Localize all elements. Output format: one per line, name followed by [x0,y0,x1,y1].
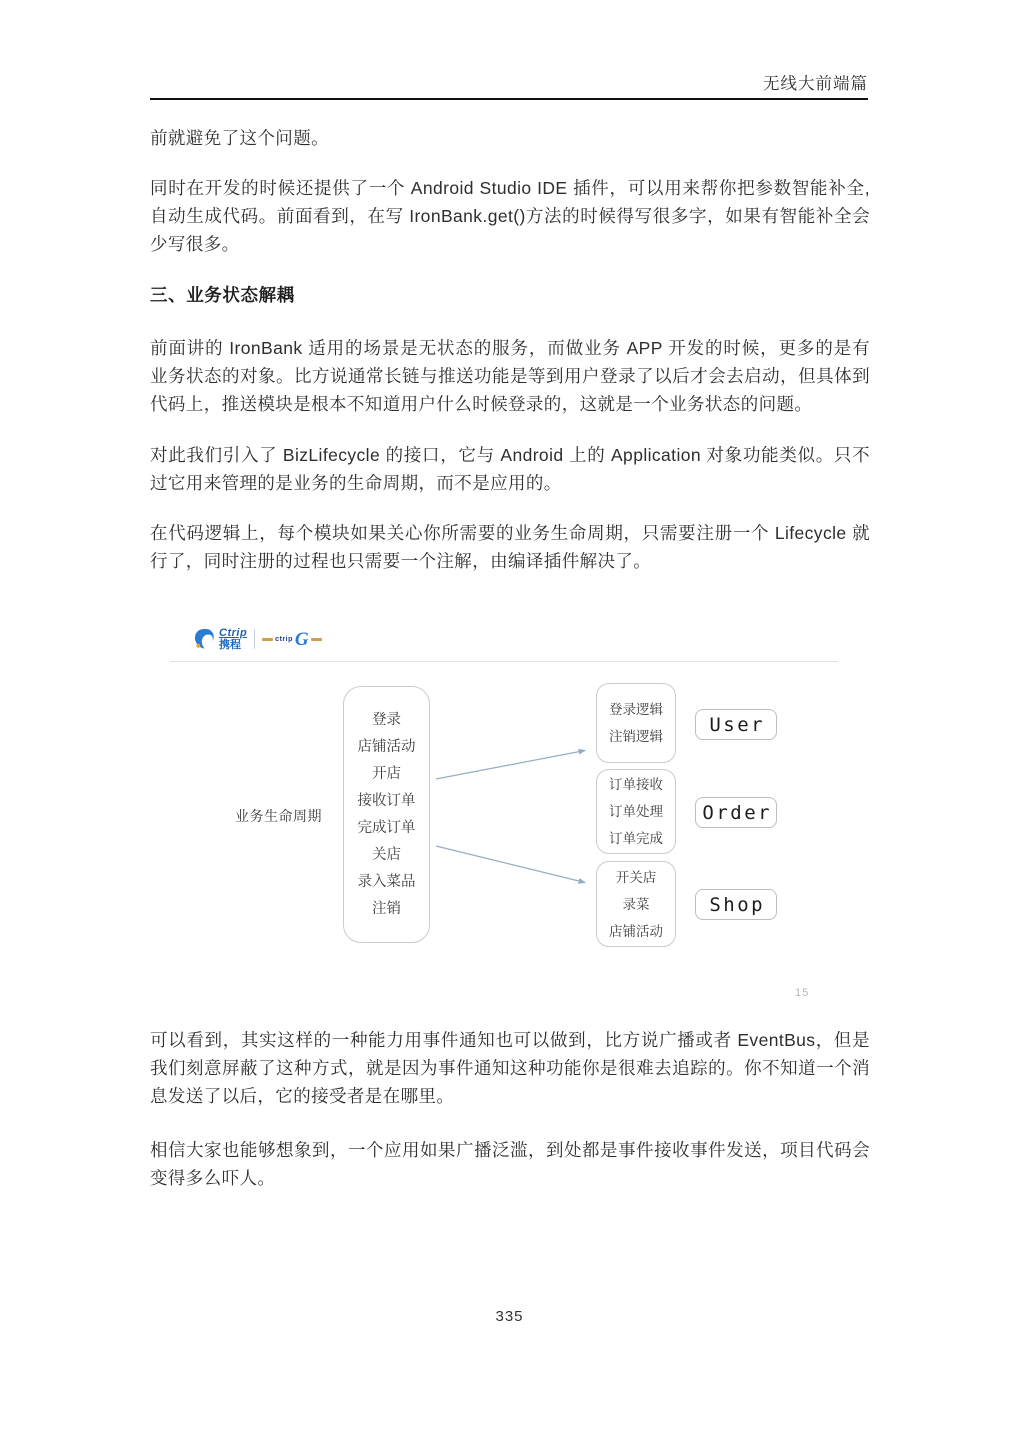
arrow-to-user-group [436,751,585,780]
arrow-to-shop-group [436,846,585,883]
section-heading: 三、业务状态解耦 [150,285,295,305]
page-header-title: 无线大前端篇 [763,75,868,93]
shop-group-box [596,861,676,947]
lifecycle-item: 开店 [372,765,401,782]
partner-logo [262,630,321,649]
lifecycle-box [343,686,430,943]
group-item: 录菜 [622,896,650,912]
logo-divider [254,629,255,649]
paragraph-5: 在代码逻辑上，每个模块如果关心你所需要的业务生命周期，只需要注册一个 Lifecycle 就行了，同时注册的过程也只需要一个注解，由编译插件解决了。 [150,523,870,571]
group-item: 订单接收 [609,777,663,792]
gold-dash-icon [262,638,273,641]
gold-dash-icon [311,638,322,641]
slide-separator-line [170,661,838,662]
ctrip-dolphin-icon [192,627,216,651]
partner-logo-text: ctrip [275,635,293,643]
user-group-box [596,683,676,763]
paragraph-6: 可以看到，其实这样的一种能力用事件通知也可以做到，比方说广播或者 EventBus，但是我们刻意屏蔽了这种方式，就是因为事件通知这种功能你是很难去追踪的。你不知道一个消息发送了以后，它的接受者是在哪里。 [150,1030,870,1106]
footer-page-number: 335 [495,1308,524,1325]
ctrip-logo [192,627,247,651]
lifecycle-item: 店铺活动 [357,738,416,755]
lifecycle-item: 关店 [372,846,401,863]
lifecycle-item: 登录 [372,711,401,728]
group-item: 店铺活动 [609,923,663,939]
user-module-box: User [695,709,777,740]
group-item: 注销逻辑 [609,729,663,744]
group-item: 登录逻辑 [609,702,663,717]
paragraph-2: 同时在开发的时候还提供了一个 Android Studio IDE 插件，可以用来帮你把参数智能补全,自动生成代码。前面看到，在写 IronBank.get()方法的时候得写很多字，如果有智能补全会少写很多。 [150,178,870,254]
lifecycle-item: 录入菜品 [357,873,416,890]
embedded-slide-image [165,615,841,1013]
lifecycle-label: 业务生命周期 [235,808,322,824]
paragraph-1: 前就避免了这个问题。 [150,128,329,148]
header-rule [150,98,868,100]
group-item: 订单处理 [609,804,663,819]
partner-logo-g-icon: G [294,628,309,650]
order-group-box [596,769,676,854]
lifecycle-item: 完成订单 [357,819,416,836]
ctrip-logo-text-en: Ctrip [219,626,248,639]
shop-module-box: Shop [695,889,777,920]
slide-page-number: 15 [795,987,810,999]
lifecycle-item: 接收订单 [357,792,416,809]
paragraph-7: 相信大家也能够想象到，一个应用如果广播泛滥，到处都是事件接收事件发送，项目代码会变得多么吓人。 [150,1140,870,1188]
lifecycle-item: 注销 [372,900,401,917]
group-item: 开关店 [615,869,657,885]
group-item: 订单完成 [609,831,663,846]
paragraph-3: 前面讲的 IronBank 适用的场景是无状态的服务，而做业务 APP 开发的时候，更多的是有业务状态的对象。比方说通常长链与推送功能是等到用户登录了以后才会去启动，但具体到代码上，推送模块是根本不知道用户什么时候登录的，这就是一个业务状态的问题。 [150,338,870,414]
slide-logo-row [192,625,322,653]
paragraph-4: 对此我们引入了 BizLifecycle 的接口，它与 Android 上的 Application 对象功能类似。只不过它用来管理的是业务的生命周期，而不是应用的。 [150,445,870,493]
ctrip-logo-text-cn: 携程 [219,638,241,651]
order-module-box: Order [695,797,777,828]
